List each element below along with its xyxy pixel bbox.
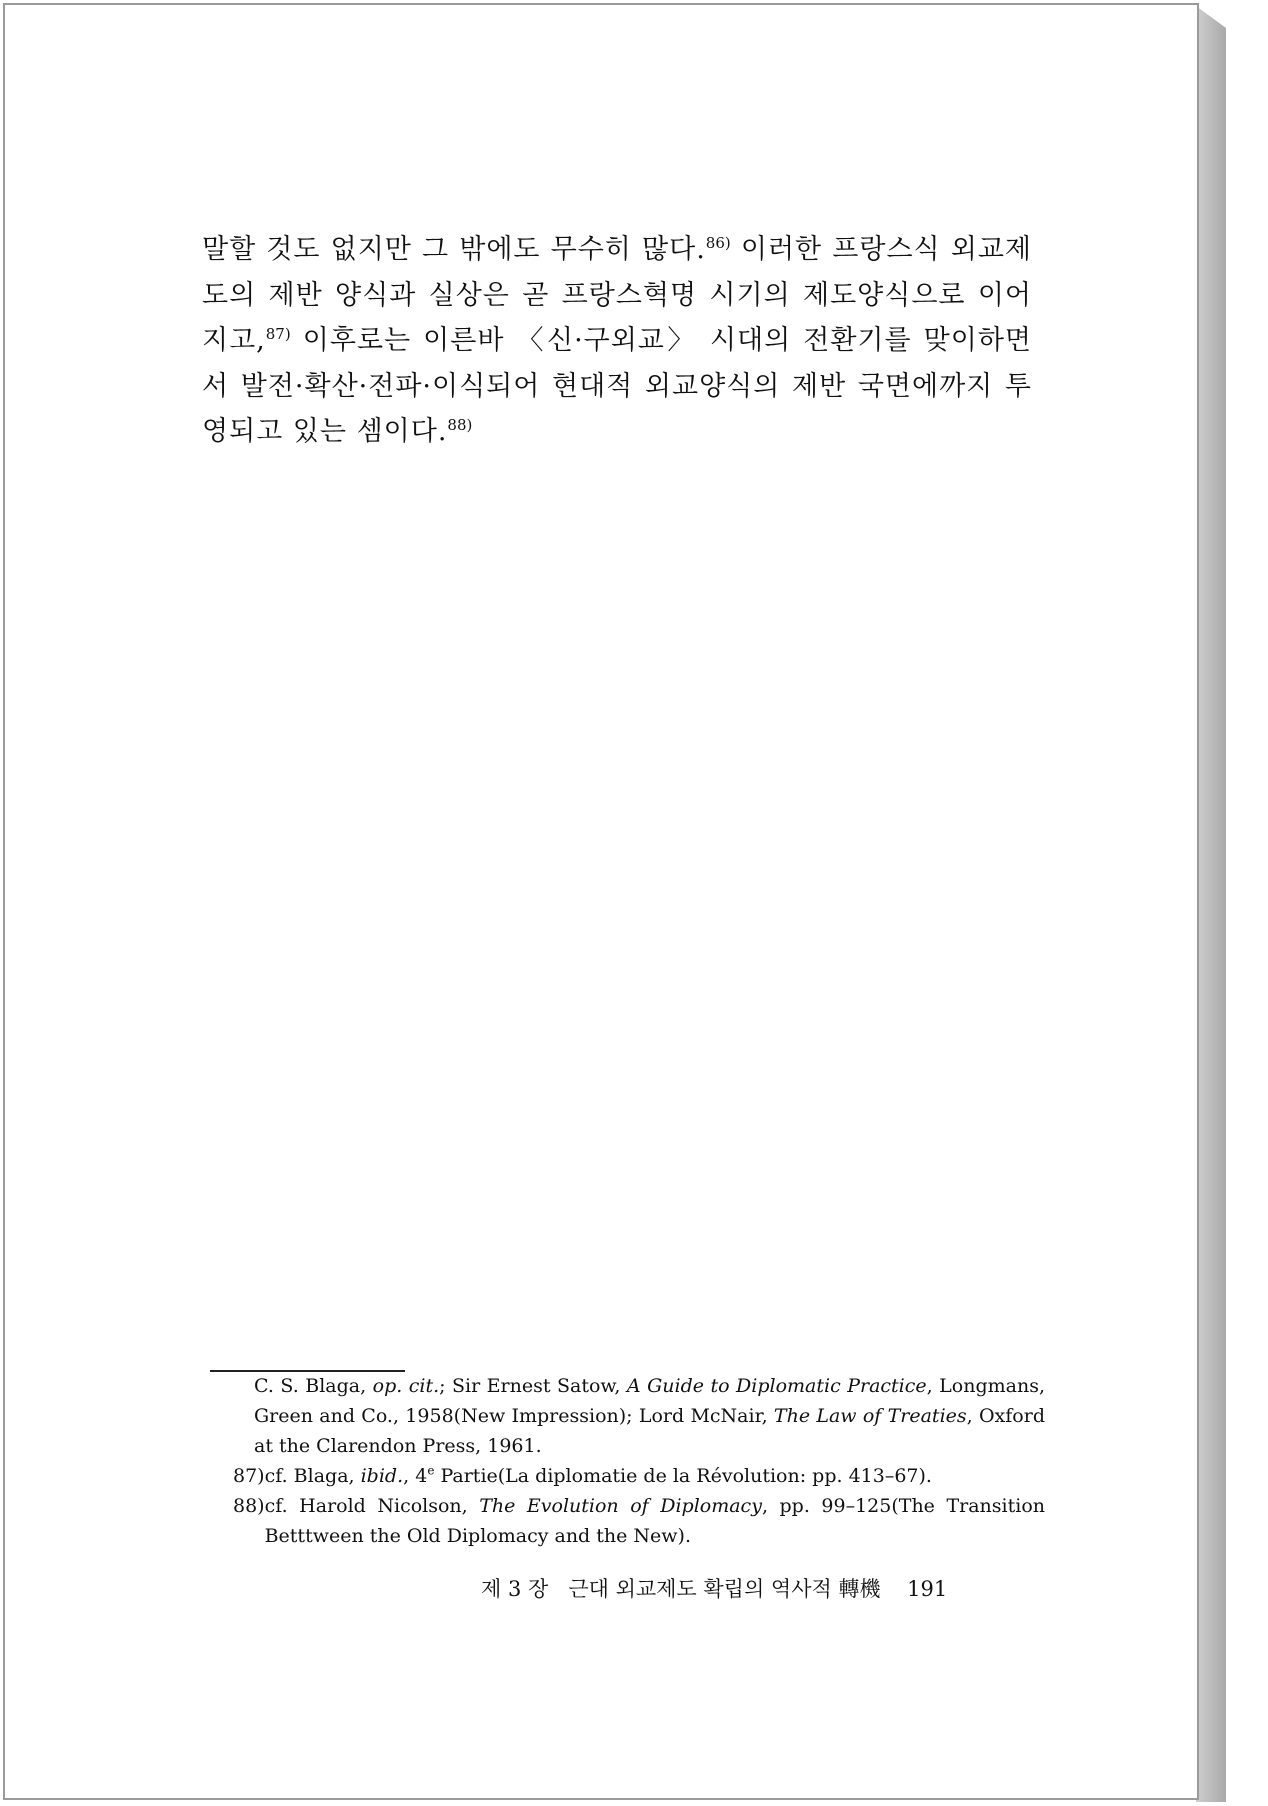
footnote-number (233, 1371, 254, 1461)
footnotes-list (233, 1371, 1045, 1551)
footnote-number: 88) (233, 1495, 265, 1517)
footnote-text-run: cf. Blaga, (264, 1465, 361, 1487)
footnote-item (233, 1371, 1045, 1461)
footnote-text-run: , 4 (403, 1465, 428, 1487)
footer-title: 근대 외교제도 확립의 역사적 轉機 (568, 1577, 881, 1601)
body-text-run: 말할 것도 없지만 그 밖에도 무수히 많다. (202, 234, 706, 265)
footnote-text-run: cf. Harold Nicolson, (264, 1495, 480, 1517)
footnote-reference: 88) (447, 416, 473, 434)
footnote-reference: 86) (705, 234, 731, 252)
footnote-italic-run: A Guide to Diplomatic Practice (626, 1375, 927, 1397)
body-text-run: 이러한 프랑스식 외교제도의 제반 양식과 실상은 곧 프랑스혁명 시기의 제도양식으로 이어지고, (202, 234, 1032, 356)
footnote-text-run: , Oxford at the Clarendon Press, 1961. (254, 1405, 1045, 1457)
footnote-text-run: e (427, 1463, 435, 1478)
body-text-run: 이후로는 이른바 〈신·구외교〉 시대의 전환기를 맞이하면서 발전·확산·전파·이식되어 현대적 외교양식의 제반 국면에까지 투영되고 있는 셈이다. (202, 325, 1032, 447)
footnote-text (265, 1461, 1045, 1491)
footnote-italic-run: ibid. (360, 1465, 404, 1487)
footnote-text-run: , Longmans, Green and Co., 1958(New Impression); Lord McNair, (254, 1375, 1046, 1427)
footer-chapter: 제 3 장 (481, 1577, 549, 1601)
footnote-item (233, 1491, 1045, 1551)
footnote-text (265, 1491, 1045, 1551)
footnote-italic-run: The Evolution of Diplomacy (479, 1495, 762, 1517)
footnote-italic-run: The Law of Treaties (773, 1405, 967, 1427)
page-edge-shadow (1196, 6, 1226, 1802)
footnote-italic-run: op. cit. (372, 1375, 440, 1397)
running-footer (481, 1574, 1033, 1604)
footnote-text (254, 1371, 1045, 1461)
footnote-text-run: C. S. Blaga, (254, 1375, 373, 1397)
footnote-item (233, 1461, 1045, 1491)
footnote-text-run: ; Sir Ernest Satow, (439, 1375, 627, 1397)
body-paragraph (202, 227, 1032, 455)
footnote-text-run: Partie(La diplomatie de la Révolution: pp. 413–67). (434, 1465, 932, 1487)
page-number: 191 (907, 1577, 948, 1601)
footnote-reference: 87) (265, 325, 291, 343)
book-page (3, 3, 1199, 1800)
footnote-text-run: , pp. 99–125(The Transition Betttween the Old Diplomacy and the New). (264, 1495, 1045, 1547)
footnote-number: 87) (233, 1465, 265, 1487)
